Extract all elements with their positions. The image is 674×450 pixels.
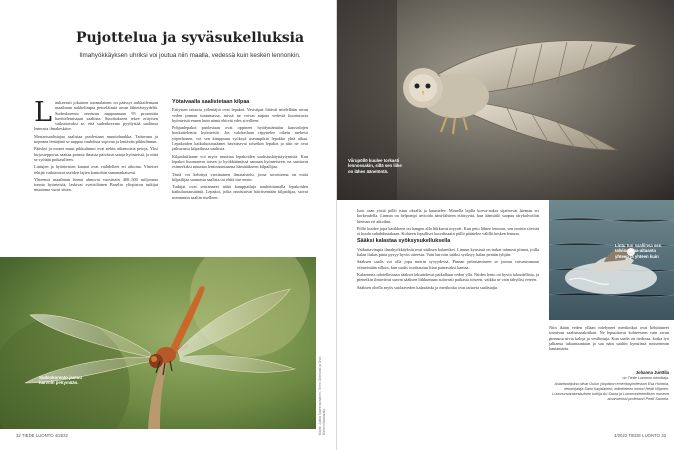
- left-page: [0, 0, 336, 450]
- body-paragraph: Pöllö kuulee jopa karikkeen tai hangen alla liikkuvat myyrät. Kun peto lähtee lentoon, sen omista siivistä ei kuulu suhahdustakaan. Kohteen lopulliset koordinaatit pöllö päättelee välillä kesken lennon.: [357, 225, 539, 237]
- article-column-3: [357, 208, 539, 292]
- author-name: Johanna Junttila: [635, 370, 669, 375]
- section-heading: Sääksi kalastaa syöksysukelluksella: [357, 238, 451, 245]
- body-paragraph: Pohjanlepakot puolestaan ovat oppineet hyödyntämään katuvalojen houkuttelemia hyönteisiä. Jos valokeilaan räpyttelee oikein mehevä yöperhonen, voi sen kimppuun syöksyä useampikin lepakko yhtä aikaa. Lepakoiden kaikuluotausäänet havaitsevat toisetkin lepakot ja niin ne ovat jatkuvassa kilpailussa saaliista.: [172, 125, 308, 152]
- dragonfly-caption: Sudenkorento jaotuu harvoin pettymään.: [39, 375, 82, 386]
- body-paragraph: Tästä voi kehittyä varsinainen ilmataistelu, jossa tavoitteena on estää kilpailijaa saamasta saalista tai ehtiä itse ensin.: [172, 171, 308, 182]
- photo-credit: Kuvat: Jukka Saarenoksanen, Terho Grönlund ja Ossi Kivinen/Vastavalo: [318, 356, 326, 435]
- author-byline: [549, 371, 669, 401]
- body-paragraph: Sääksen saalis voi olla jopa metrin syvyydessä. Pinnan pelastamiseen se joutuu vaivautumaan viimeistään silloin, kun saalis osoittautuu liian painavaksi kantaa.: [357, 259, 539, 270]
- article-title: Pujottelua ja syväsukelluksia: [75, 30, 305, 46]
- dragonfly-image: [0, 257, 316, 429]
- body-paragraph: Erityisen taitavia yölentäjiä ovat lepakot. Vesisiipat liitävät mielellään aivan veden pinnan tuntumassa, missä ne voivat napata vedestä kuoriutuvia hyönteisiä ennen kuin nämä ehtivät edes siivilleen.: [172, 107, 308, 123]
- author-role: on Tiede Luonnon toimittaja.: [622, 375, 669, 380]
- body-paragraph: Pääskyt ja monet muut pikkulinnut ovat nekin aikamoisia petoja. Yksi kirjosiepporaa saattaa poimia ilmasta päivässä satoja hyönteisiä, ja niitä se syöttää poikasilleen.: [34, 146, 158, 162]
- body-paragraph: Ison osan yöstä pöllö istuu oksalla ja kuuntelee. Monella lajilla korva-aukot sijaitsevat hieman eri korkeudella. Linnun on helpompi arvioida ääni-lähteen etäisyyttä, kun äänisäilö saapuu tärykalvoihin hieman eri aikoihin.: [357, 208, 539, 224]
- article-subtitle: Ilmahyökkäyksen uhriksi voi joutua niin maalla, vedessä kuin kesken lennonkin.: [79, 52, 301, 59]
- body-paragraph: Kilpailutilanne voi myös muuttaa lepakoiden saalistuskäyttäytymistä. Kun lepakot huomaavat toisen jo hyökkäämässä samaan hyönteiseen, ne saattavat esimerkiksi muuttaa lentosuuntaansa hämätäkseen kilpailijaa.: [172, 153, 308, 170]
- owl-caption: Viirupöllö kuulee torkasti lennossakin, sillä sen liike on lähes äänetöntä.: [348, 158, 402, 174]
- body-paragraph: Vaikuttavimpia ilmahyökkäyksiä ovat sääksen kalaretket. Linnun kynsissä on tarkat tahmeat pinnat, joilla kalan liukas pinta pysyy hyvin otteessa. Vain harvoin sääksi syöksyy kalan perään tyhjiin.: [357, 246, 539, 258]
- osprey-image: [549, 200, 674, 320]
- article-column-2: [172, 100, 308, 202]
- right-page: [337, 0, 674, 450]
- body-paragraph: Niin ikään veden ylläan mielyneet merikotkat ovat kehittäneet toimivan saalistustaktiikan. Ne lepuuttavat kohteeseen vain aivan pinnassa uivia kaloja ja vesilintuja. Kun saalis on tiedossa, kotka lyö jalkansa takaasuuntaan ja saa näin saaliin kynsiinsä nousemmin kantamatta.: [549, 325, 669, 352]
- body-paragraph: Luultavasti jokainen suomalainen on päässyt tarkkailemaan maailman nokkelimpia petoeläimiä aivan lähietäisyydeltä. Sudenkorento onnistuu nappaamaan 95 prosenttia havittelemistaan saaliista. Suoritukseen tekee erityisen vaikuttavaksi se, että sudenkorento pyydystää saaliinsa lennosta ilmakeskitse.: [34, 97, 158, 132]
- article-column-1: [34, 97, 158, 195]
- body-paragraph: Kalaonnea odotellessaan sääkset lekuttelevat paikallaan veden yllä. Niiden lento on hyvin taloudellista, ja pienetkin ilmavirrat saavat sääksen liikkumaan sulavasti paikasta toiseen, vaikka se vain tähyilisi veteen.: [357, 271, 539, 283]
- drop-cap: L: [34, 97, 52, 128]
- page-number-right: 4/2022 TIEDE LUONTO 33: [614, 433, 666, 438]
- body-paragraph: Lintujen ja hyönteisten kannat ovat vaihdelleet eri aikoina. Yhteiset tekijät vaikuttavat useiden lajien kantoihin samanaikaisesti.: [34, 164, 158, 175]
- body-paragraph: Yhteensä maailman linnut ahmivat vuosittain 400–500 miljoonaa tonnia hyönteisiä, laskivat sveitsiläinen Baselin yliopiston tutkijat muutama vuosi sitten.: [34, 176, 158, 193]
- section-heading: Yötaivaalla saalistetaan kilpaa: [172, 99, 250, 105]
- body-paragraph: Tutkijat ovat seuranneet näitä kamppailuja nauhoittamalla lepakoiden kaikuluotausääniä. Lepakot, jotka onnistuivat häiritsemään kilpailijaa, saivat useammin saaliin itselleen.: [172, 184, 308, 200]
- dragonfly-photo: [0, 257, 316, 429]
- article-column-4: [549, 325, 669, 353]
- sources-note: Asiantuntijoina olivat Oulun yliopiston emeritusprofessori Esa Hohtola, tietokirjailija Sami Karjalainen, eläintieteen tohtori Heidi Viljanen, Luonnonvarakeskuksen tutkija Ari Saura ja Luonnontieteellisen museon amanuenssi professori Pertti Saurola.: [552, 382, 669, 401]
- body-paragraph: Sääksen ohella myös suolaaveden kalasääski ja merikotka ovat taitavia saalistajia.: [357, 284, 499, 290]
- body-paragraph: Mestarisaalistajaa saalistaa puolestaan muuttohaukka. Taitavana ja nopeana lentäjänä se nappaa vauhdista sopivan ja lentävän pikkulinnun.: [34, 133, 158, 145]
- page-number-left: 32 TIEDE LUONTO 4/2022: [16, 433, 68, 438]
- osprey-photo: [549, 200, 674, 320]
- osprey-caption: Lintu tuo saaliinsa sen talvisatama-altaasta yhteen ja yhteen kuin: [615, 243, 662, 259]
